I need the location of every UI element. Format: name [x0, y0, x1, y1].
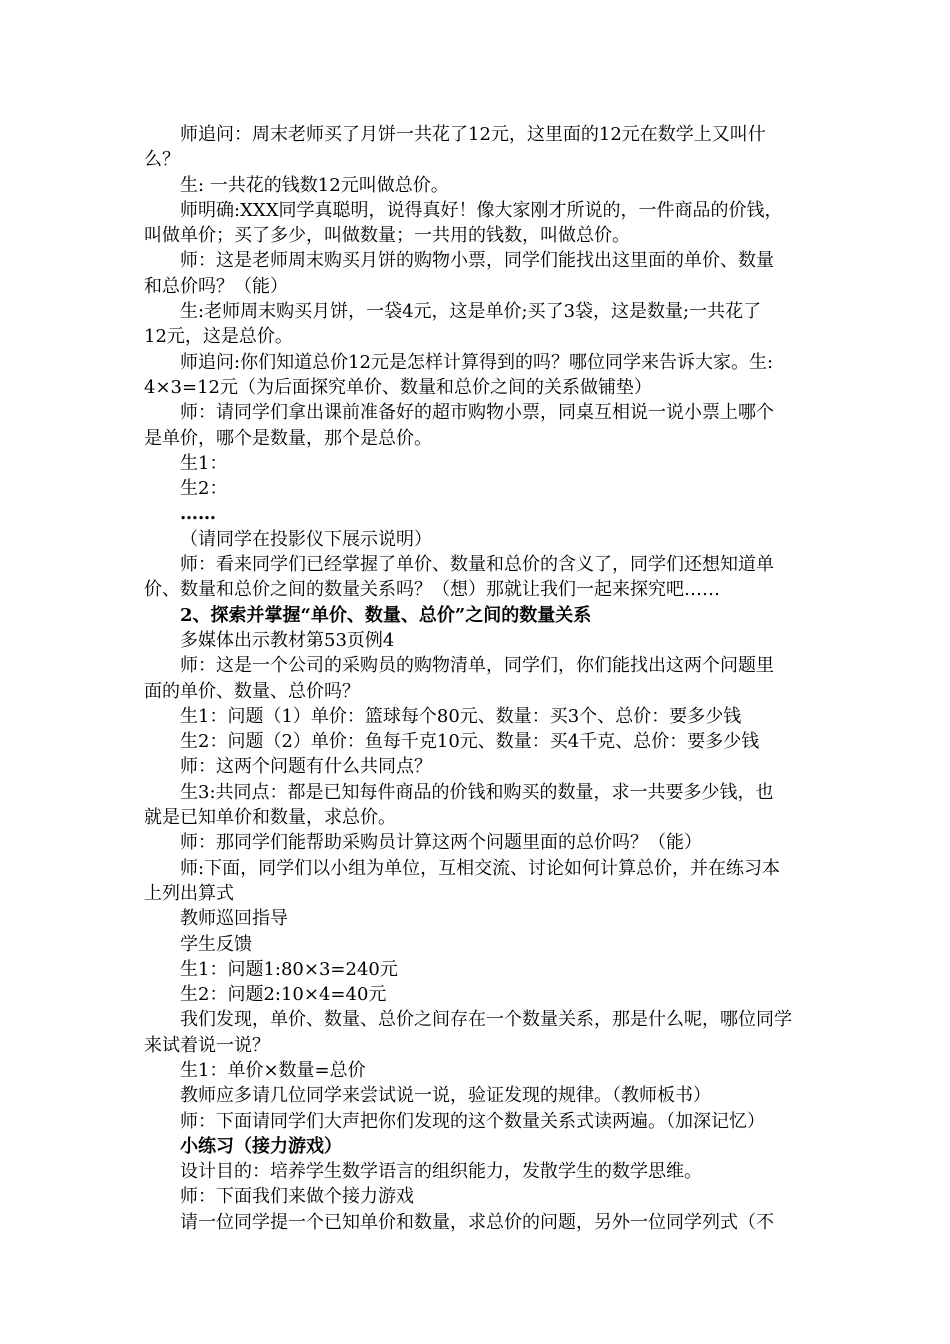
text-line: 生1：问题1:80×3=240元 — [180, 958, 398, 980]
text-line: 生1：单价×数量=总价 — [180, 1059, 366, 1081]
text-line: 就是已知单价和数量，求总价。 — [144, 807, 396, 829]
text-line: 和总价吗？（能） — [144, 275, 288, 297]
section-heading: 小练习（接力游戏） — [180, 1135, 342, 1157]
text-line: 生:老师周末购买月饼，一袋4元，这是单价;买了3袋，这是数量;一共花了 — [180, 301, 762, 323]
text-line: 师：看来同学们已经掌握了单价、数量和总价的含义了，同学们还想知道单 — [180, 554, 774, 576]
text-line: 生: 一共花的钱数12元叫做总价。 — [180, 174, 449, 196]
text-line: 叫做单价；买了多少，叫做数量；一共用的钱数，叫做总价。 — [144, 225, 630, 247]
text-line: 师:下面，同学们以小组为单位，互相交流、讨论如何计算总价，并在练习本 — [180, 857, 781, 879]
text-line: 师：下面我们来做个接力游戏 — [180, 1186, 414, 1208]
text-line: 师追问：周末老师买了月饼一共花了12元，这里面的12元在数学上又叫什 — [180, 124, 766, 145]
text-line: 请一位同学提一个已知单价和数量，求总价的问题，另外一位同学列式（不 — [180, 1211, 774, 1233]
text-line: 面的单价、数量、总价吗？ — [144, 680, 360, 702]
text-line: 价、数量和总价之间的数量关系吗？（想）那就让我们一起来探究吧…… — [144, 579, 720, 601]
text-line: 学生反馈 — [180, 933, 252, 955]
text-line: 师追问:你们知道总价12元是怎样计算得到的吗？哪位同学来告诉大家。生: — [180, 351, 774, 373]
text-line: 么？ — [144, 149, 180, 171]
text-line: 生3:共同点：都是已知每件商品的价钱和购买的数量，求一共要多少钱，也 — [180, 781, 774, 803]
text-line: 生2：问题（2）单价：鱼每千克10元、数量：买4千克、总价：要多少钱 — [180, 731, 760, 753]
text-line: 多媒体出示教材第53页例4 — [180, 629, 395, 651]
text-line: 12元，这是总价。 — [144, 326, 293, 348]
text-line: 师：这是老师周末购买月饼的购物小票，同学们能找出这里面的单价、数量 — [180, 250, 774, 272]
text-line: 生2： — [180, 478, 228, 500]
text-line: （请同学在投影仪下展示说明） — [180, 528, 432, 550]
text-line: 教师巡回指导 — [180, 908, 288, 930]
section-heading: …… — [180, 503, 216, 525]
text-line: 师：请同学们拿出课前准备好的超市购物小票，同桌互相说一说小票上哪个 — [180, 402, 774, 424]
text-line: 师：这两个问题有什么共同点？ — [180, 756, 432, 778]
section-heading: 2、探索并掌握“单价、数量、总价”之间的数量关系 — [180, 604, 592, 626]
text-line: 师：那同学们能帮助采购员计算这两个问题里面的总价吗？（能） — [180, 832, 702, 854]
text-line: 教师应多请几位同学来尝试说一说，验证发现的规律。（教师板书） — [180, 1085, 711, 1107]
text-line: 4×3=12元（为后面探究单价、数量和总价之间的关系做铺垫） — [144, 376, 652, 398]
text-line: 生1： — [180, 452, 228, 474]
text-line: 是单价，哪个是数量，那个是总价。 — [144, 427, 432, 449]
text-line: 师：下面请同学们大声把你们发现的这个数量关系式读两遍。（加深记忆） — [180, 1110, 765, 1132]
text-line: 师：这是一个公司的采购员的购物清单，同学们，你们能找出这两个问题里 — [180, 655, 774, 677]
text-line: 设计目的：培养学生数学语言的组织能力，发散学生的数学思维。 — [180, 1161, 702, 1183]
text-line: 生2：问题2:10×4=40元 — [180, 984, 387, 1006]
text-line: 上列出算式 — [144, 882, 234, 904]
text-line: 师明确:XXX同学真聪明，说得真好！像大家刚才所说的，一件商品的价钱， — [180, 199, 783, 221]
text-line: 生1：问题（1）单价：篮球每个80元、数量：买3个、总价：要多少钱 — [180, 705, 742, 727]
text-line: 我们发现，单价、数量、总价之间存在一个数量关系，那是什么呢，哪位同学 — [180, 1009, 792, 1031]
text-line: 来试着说一说？ — [144, 1034, 270, 1056]
document-body — [144, 122, 816, 1235]
